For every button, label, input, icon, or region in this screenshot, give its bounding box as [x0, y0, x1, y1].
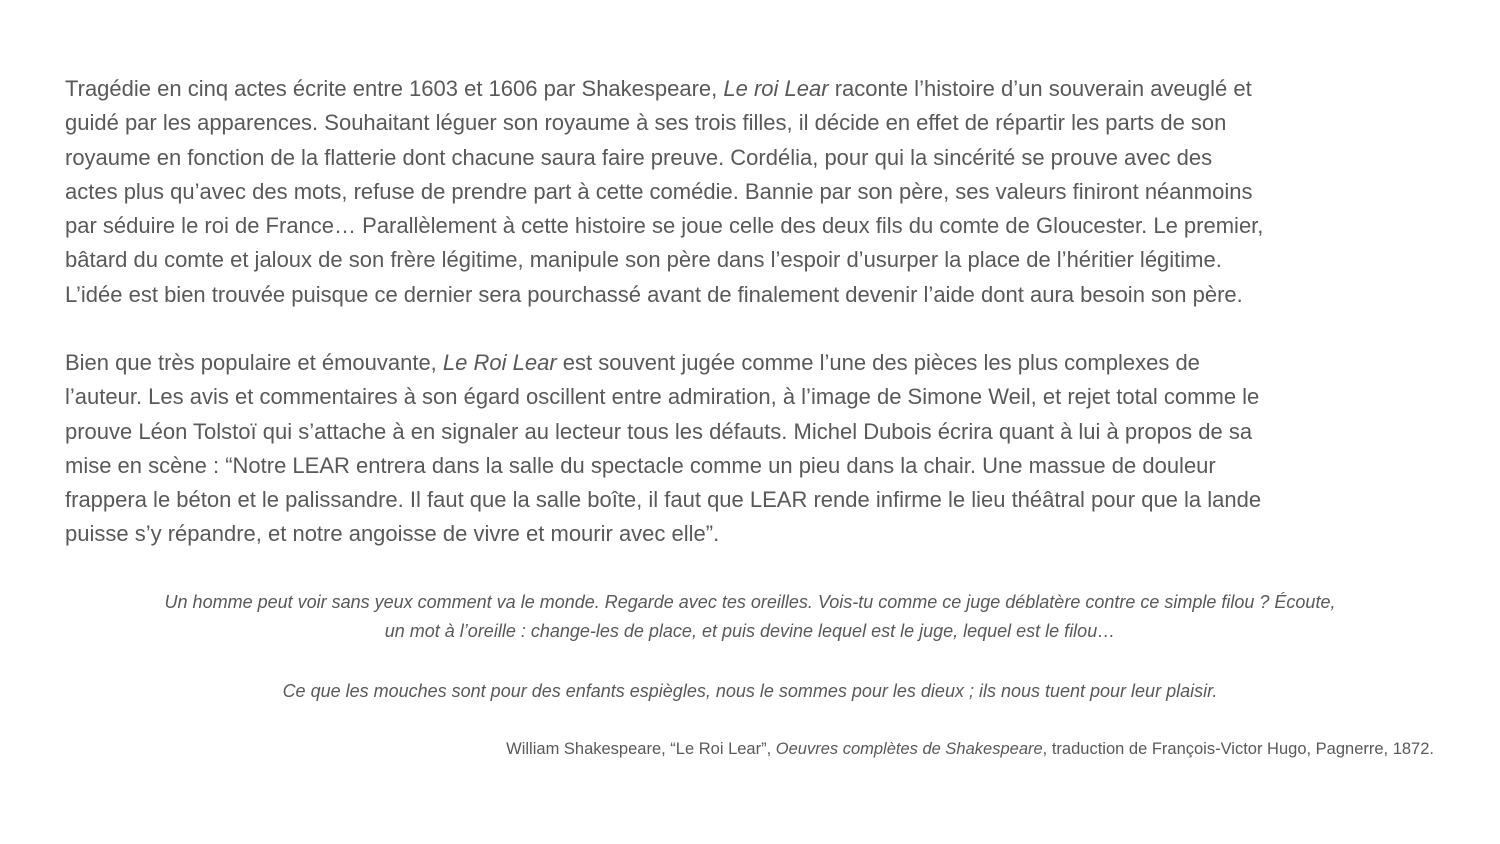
- citation-author: William Shakespeare, “Le Roi Lear”,: [506, 740, 776, 758]
- paragraph-summary: [65, 72, 1263, 312]
- text-line: [65, 106, 1263, 140]
- quote-2: [65, 677, 1435, 706]
- text-segment: l’auteur. Les avis et commentaires à son égard oscillent entre admiration, à l’image de Simone Weil, et rejet total comme le: [65, 384, 1260, 410]
- citation-work: Oeuvres complètes de Shakespeare: [775, 740, 1043, 758]
- quote-2-text: Ce que les mouches sont pour des enfants espiègles, nous le sommes pour les dieux ; ils nous tuent pour leur plaisir.: [282, 681, 1218, 701]
- citation-rest: , traduction de François-Victor Hugo, Pagnerre, 1872.: [1042, 740, 1434, 758]
- text-line: [65, 209, 1263, 243]
- quote-1-line-1: Un homme peut voir sans yeux comment va le monde. Regarde avec tes oreilles. Vois-tu comme ce juge déblatère contre ce simple filou ? Écoute,: [164, 592, 1336, 612]
- text-line: [65, 415, 1261, 449]
- text-segment: royaume en fonction de la flatterie dont chacune saura faire preuve. Cordélia, pour qui la sincérité se prouve avec des: [65, 144, 1213, 170]
- text-segment: Tragédie en cinq actes écrite entre 1603 et 1606 par Shakespeare,: [65, 76, 724, 101]
- paragraph-reception: [65, 346, 1261, 552]
- text-segment: guidé par les apparences. Souhaitant léguer son royaume à ses trois filles, il décide en effet de répartir les parts de son: [65, 110, 1227, 136]
- text-segment: Bien que très populaire et émouvante,: [65, 350, 443, 375]
- text-line: [65, 141, 1263, 175]
- text-segment: actes plus qu’avec des mots, refuse de prendre part à cette comédie. Bannie par son père, ses valeurs finiront néanmoins: [65, 178, 1253, 204]
- text-line: [65, 72, 1263, 106]
- quote-1-line-2: un mot à l’oreille : change-les de place, et puis devine lequel est le juge, lequel est le filou…: [384, 621, 1116, 641]
- quote-1: [65, 588, 1435, 646]
- text-line: [65, 449, 1261, 483]
- text-segment: L’idée est bien trouvée puisque ce dernier sera pourchassé avant de finalement devenir l’aide dont aura besoin son père.: [65, 281, 1243, 307]
- text-line: [65, 517, 1261, 551]
- text-line: [65, 346, 1261, 380]
- text-segment: puisse s’y répandre, et notre angoisse de vivre et mourir avec elle”.: [65, 521, 720, 547]
- text-line: [65, 243, 1263, 277]
- italic-title: Le roi Lear: [723, 76, 829, 101]
- text-segment: est souvent jugée comme l’une des pièces les plus complexes de: [556, 350, 1200, 375]
- text-segment: raconte l’histoire d’un souverain aveuglé et: [828, 76, 1252, 101]
- text-segment: frappera le béton et le palissandre. Il faut que la salle boîte, il faut que LEAR rende infirme le lieu théâtral pour que la lande: [65, 487, 1262, 513]
- italic-title: Le Roi Lear: [442, 350, 557, 375]
- text-segment: bâtard du comte et jaloux de son frère légitime, manipule son père dans l’espoir d’usurper la place de l’héritier légitime.: [65, 247, 1222, 273]
- text-line: [65, 278, 1263, 312]
- text-segment: par séduire le roi de France… Parallèlement à cette histoire se joue celle des deux fils du comte de Gloucester. Le premier,: [65, 213, 1264, 239]
- text-segment: prouve Léon Tolstoï qui s’attache à en signaler au lecteur tous les défauts. Michel Dubois écrira quant à lui à propos de sa: [65, 418, 1253, 444]
- text-line: [65, 175, 1263, 209]
- text-line: [65, 483, 1261, 517]
- text-line: [65, 380, 1261, 414]
- citation: [506, 740, 1434, 759]
- text-segment: mise en scène : “Notre LEAR entrera dans la salle du spectacle comme un pieu dans la chair. Une massue de douleur: [65, 452, 1216, 478]
